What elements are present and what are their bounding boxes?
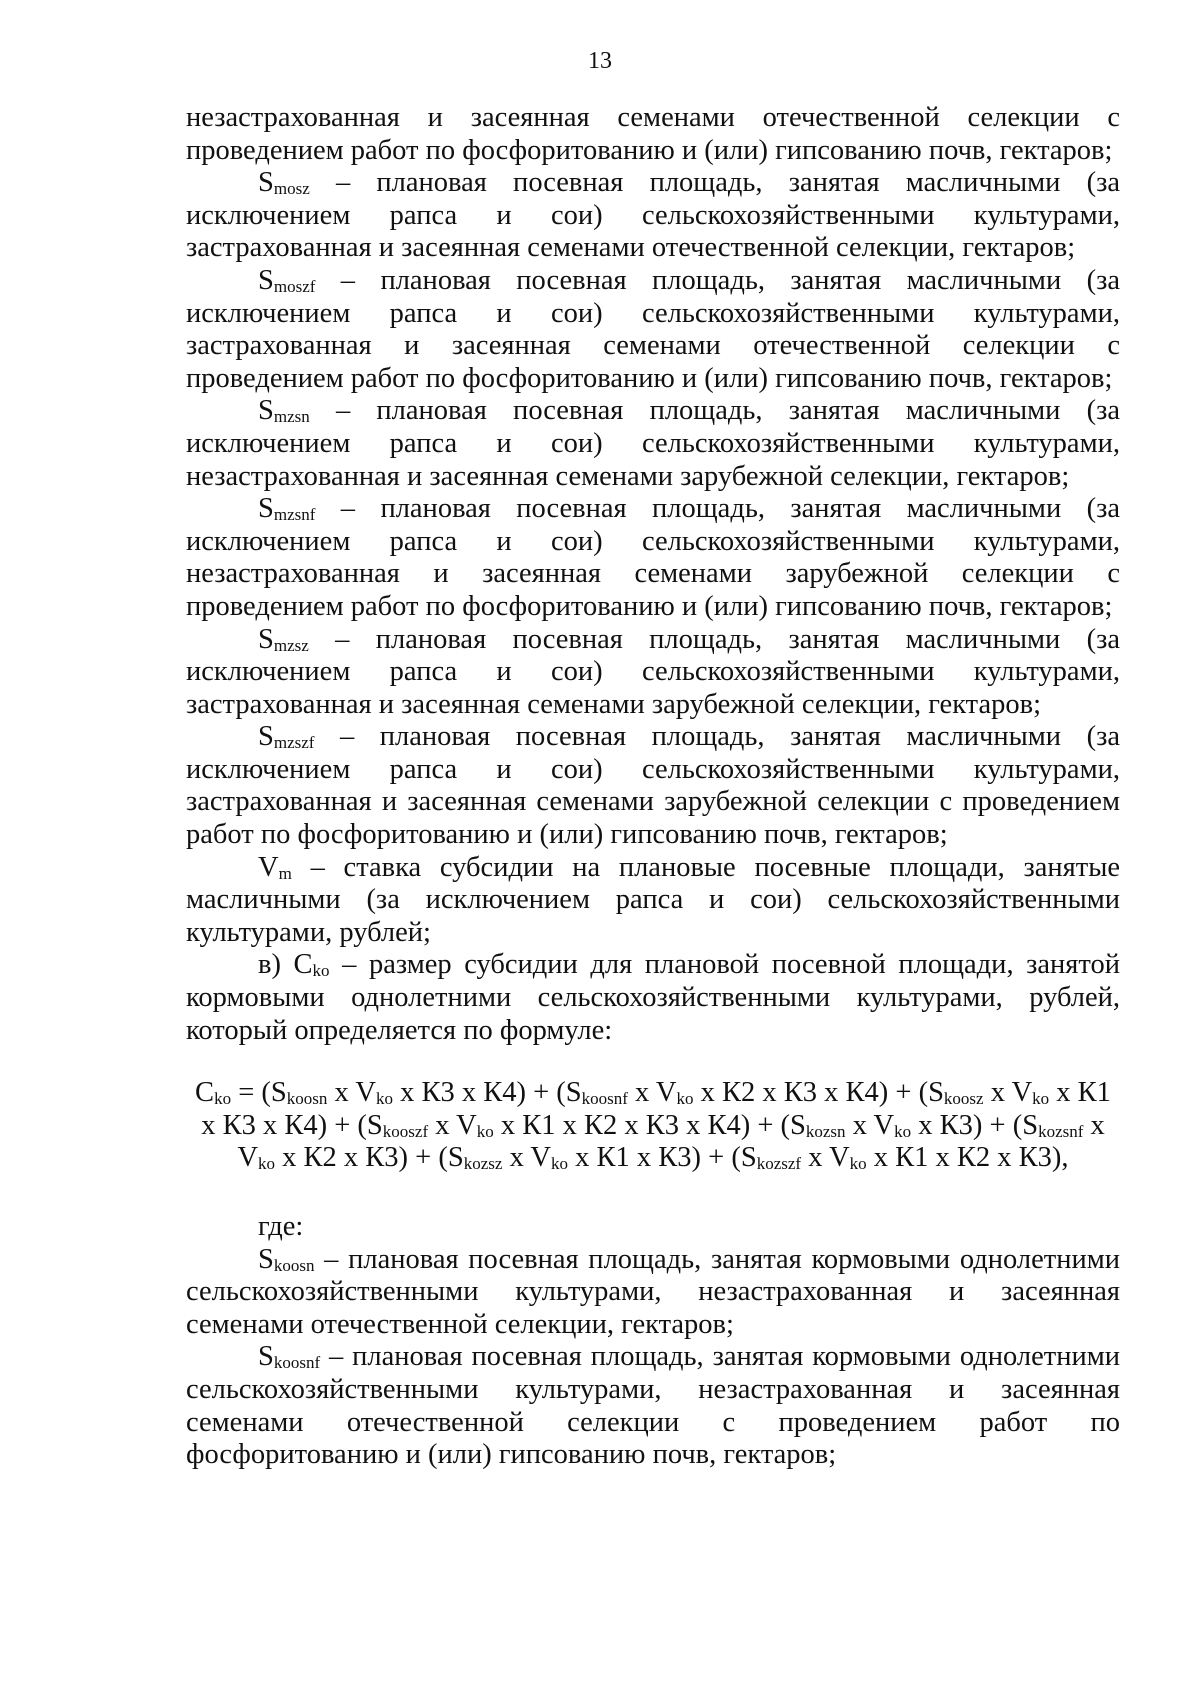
page-number: 13 [588, 48, 612, 74]
formula-c-ko: $C_{ko} = (S_{koosn}$ x $V_{ko}$ x К3 x $К4) + (S_{koosnf}$ x $V_{ko}$ x К2 x К3 x $К4) + (S_{koosz}$ x $V_{ko}$ x К1 x К3 x $К4) + (S_{kooszf}$ x $V_{ko}$ x К1 x К2 x К3 x $К4) + (S_{kozsn}$ x $V_{ko}$ x $К3) + (S_{kozsnf}$ x $V_{ko}$ x К2 x $К3) + (S_{kozsz}$ x $V_{ko}$ x К1 x $К3) + (S_{kozszf}$ x $V_{ko}$ x К1 x К2 x К3), [195, 1077, 1111, 1174]
definition-s-koosnf: $S_{koosnf}$ – плановая посевная площадь, занятая кормовыми однолетними сельскохозяйственными культурами, незастрахованная и засеянная семенами отечественной селекции с проведением работ по фосфоритованию и (или) гипсованию почв, гектаров; [186, 1341, 1120, 1471]
definition-s-mosz: $S_{mosz}$ – плановая посевная площадь, занятая масличными (за исключением рапса и сои) сельскохозяйственными культурами, застрахованная и засеянная семенами отечественной селекции, гектаров; [186, 167, 1120, 264]
definition-v-m: $V_m$ – ставка субсидии на плановые посевные площади, занятые масличными (за исключением рапса и сои) сельскохозяйственными культурами, рублей; [186, 851, 1120, 948]
definition-s-mzszf: $S_{mzszf}$ – плановая посевная площадь, занятая масличными (за исключением рапса и сои) сельскохозяйственными культурами, застрахованная и засеянная семенами зарубежной селекции с проведением работ по фосфоритованию и (или) гипсованию почв, гектаров; [186, 721, 1120, 851]
document-body [186, 102, 1120, 1472]
definition-s-mzsnf: $S_{mzsnf}$ – плановая посевная площадь, занятая масличными (за исключением рапса и сои) сельскохозяйственными культурами, незастрахованная и засеянная семенами зарубежной селекции с проведением работ по фосфоритованию и (или) гипсованию почв, гектаров; [186, 493, 1120, 622]
definition-s-mzsz: $S_{mzsz}$ – плановая посевная площадь, занятая масличными (за исключением рапса и сои) сельскохозяйственными культурами, застрахованная и засеянная семенами зарубежной селекции, гектаров; [186, 623, 1120, 720]
subsection-c-ko: в) $C_{ko}$ – размер субсидии для плановой посевной площади, занятой кормовыми однолетними сельскохозяйственными культурами, рублей, который определяется по формуле: [186, 949, 1120, 1046]
definition-s-koosn: $S_{koosn}$ – плановая посевная площадь, занятая кормовыми однолетними сельскохозяйственными культурами, незастрахованная и засеянная семенами отечественной селекции, гектаров; [186, 1243, 1120, 1340]
definition-s-mzsn: $S_{mzsn}$ – плановая посевная площадь, занятая масличными (за исключением рапса и сои) сельскохозяйственными культурами, незастрахованная и засеянная семенами зарубежной селекции, гектаров; [186, 395, 1120, 492]
definition-s-moszf: $S_{moszf}$ – плановая посевная площадь, занятая масличными (за исключением рапса и сои) сельскохозяйственными культурами, застрахованная и засеянная семенами отечественной селекции с проведением работ по фосфоритованию и (или) гипсованию почв, гектаров; [186, 264, 1120, 394]
where-label: где: [258, 1211, 304, 1242]
paragraph-continuation: незастрахованная и засеянная семенами отечественной селекции с проведением работ по фосфоритованию и (или) гипсованию почв, гектаров; [186, 102, 1120, 166]
